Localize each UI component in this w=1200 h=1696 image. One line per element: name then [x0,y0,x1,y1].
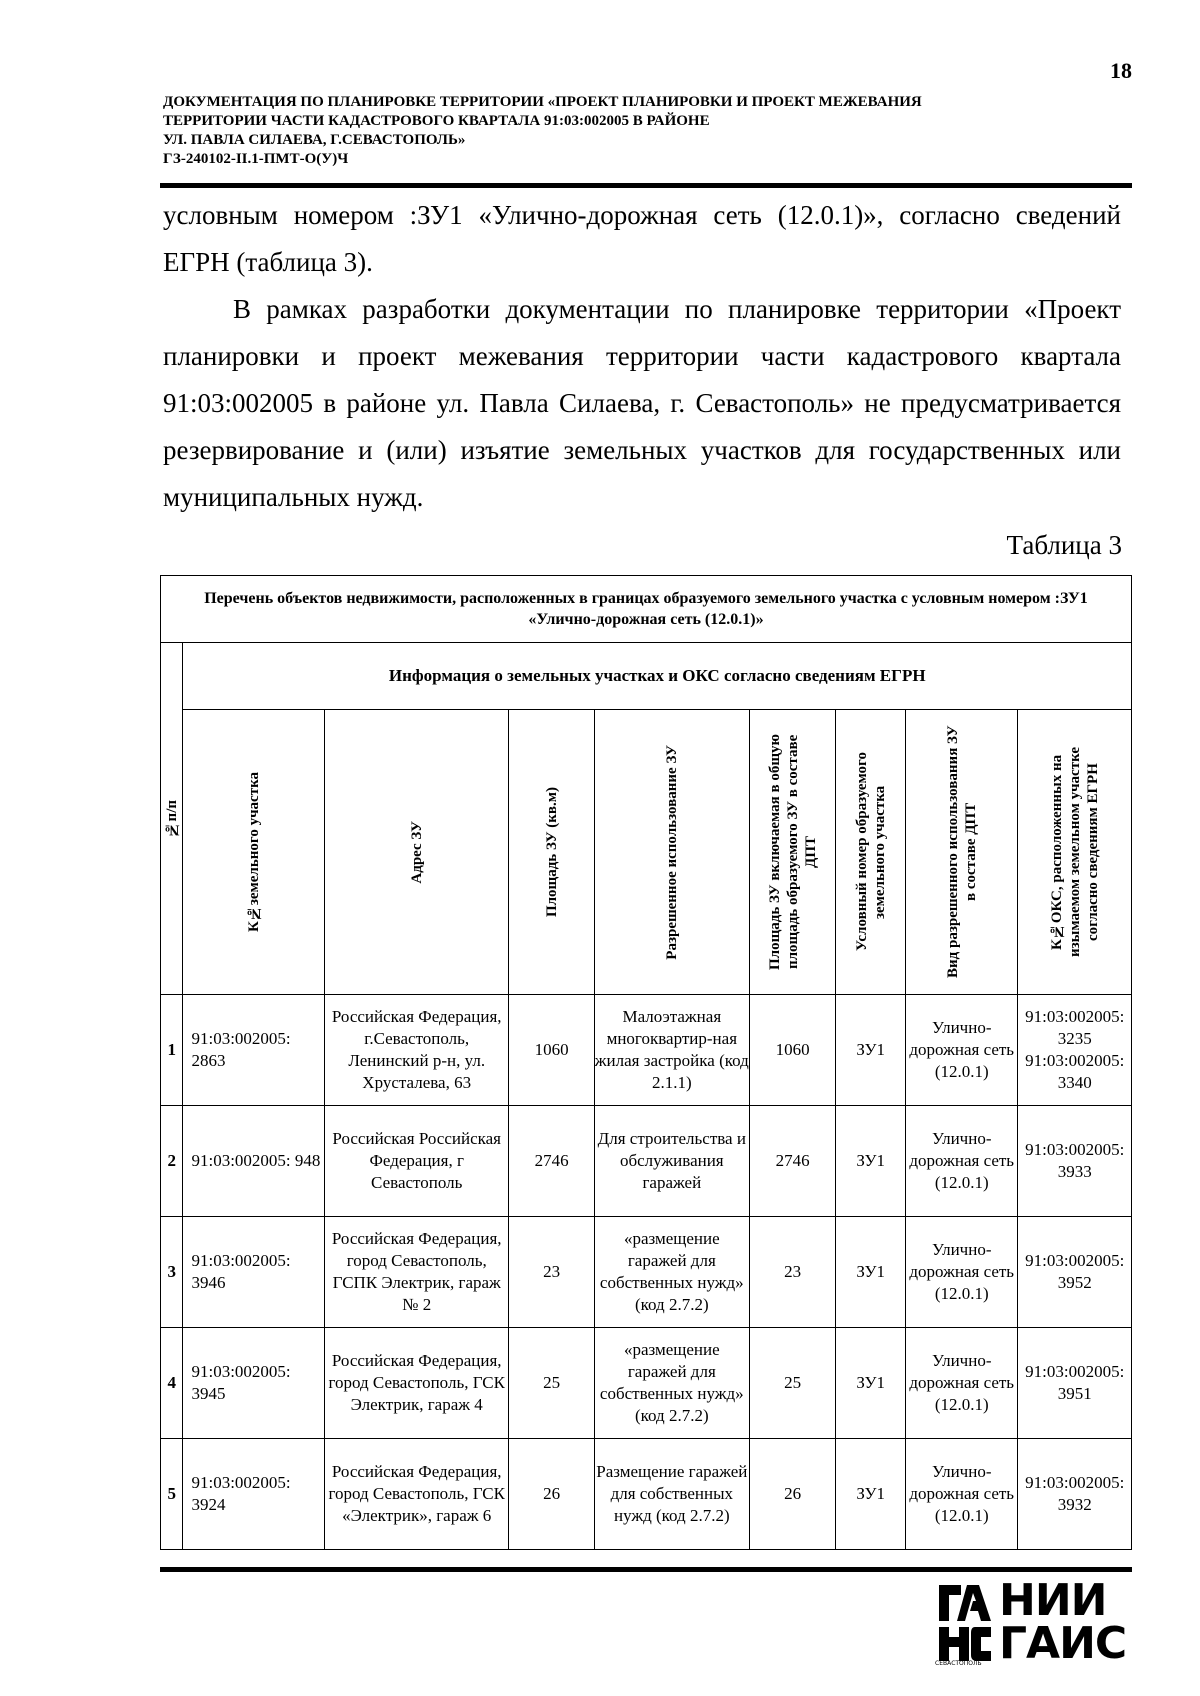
address: Российская Российская Федерация, г Севастополь [325,1106,509,1217]
row-number-header [161,643,183,995]
area: 23 [509,1217,594,1328]
area: 26 [509,1439,594,1550]
oks-number: 91:03:002005: 3932 [1018,1439,1132,1550]
address: Российская Федерация, город Севастополь, ГСПК Электрик, гараж № 2 [325,1217,509,1328]
objects-table [160,575,1132,1550]
column-header [1018,710,1132,995]
conditional-number: ЗУ1 [836,1217,906,1328]
column-header-label: К№ОКС, расположенных на изымаемом земельном участке согласно сведениям ЕГРН [1048,747,1101,957]
oks-number: 91:03:002005: 3235 91:03:002005: 3340 [1018,995,1132,1106]
column-header-label: К№земельного участка [245,771,262,933]
area: 1060 [509,995,594,1106]
company-logo [935,1575,1135,1671]
area-dpt: 2746 [749,1106,836,1217]
conditional-number: ЗУ1 [836,1439,906,1550]
cadastral-number: 91:03:002005: 948 [183,1106,325,1217]
use-dpt: Улично-дорожная сеть (12.0.1) [906,995,1018,1106]
logo-line-1: НИИ [999,1575,1107,1626]
page-number: 18 [1110,58,1132,83]
oks-number: 91:03:002005: 3952 [1018,1217,1132,1328]
gis-logo-icon [935,1581,995,1669]
permitted-use: Малоэтажная многоквартир-ная жилая застройка (код 2.1.1) [594,995,749,1106]
logo-text [999,1575,1127,1669]
area-dpt: 25 [749,1328,836,1439]
header-line-4: ГЗ-240102-II.1-ПМТ-О(У)Ч [163,151,349,167]
header-line-1: ДОКУМЕНТАЦИЯ ПО ПЛАНИРОВКЕ ТЕРРИТОРИИ «ПРОЕКТ ПЛАНИРОВКИ И ПРОЕКТ МЕЖЕВАНИЯ [163,94,922,110]
row-number-header-label: №п/п [163,799,180,838]
column-header [325,710,509,995]
row-number: 2 [161,1106,183,1217]
column-header-label: Площадь ЗУ (кв.м) [543,786,560,918]
table-row [161,1439,1132,1550]
cadastral-number: 91:03:002005: 3924 [183,1439,325,1550]
column-header-label: Условный номер образуемого земельного участка [853,752,888,952]
column-header [906,710,1018,995]
cadastral-number: 91:03:002005: 3945 [183,1328,325,1439]
logo-line-2: ГАИС [999,1618,1127,1669]
column-header-label: Площадь ЗУ включаемая в общую площадь образуемого ЗУ в составе ДПТ [766,734,819,970]
row-number: 4 [161,1328,183,1439]
column-header [836,710,906,995]
use-dpt: Улично-дорожная сеть (12.0.1) [906,1439,1018,1550]
body-paragraph-2: В рамках разработки документации по планировке территории «Проект планировки и проект межевания территории части кадастрового квартала 91:03:002005 в районе ул. Павла Силаева, г. Севастополь» не предусматривается резервирование и (или) изъятие земельных участков для государственных или муниципальных нужд. [163,294,1121,512]
table-caption: Таблица 3 [1006,530,1122,560]
document-header [163,93,1123,169]
column-header-label: Вид разрешенного использования ЗУ в составе ДПТ [944,725,979,979]
use-dpt: Улично-дорожная сеть (12.0.1) [906,1328,1018,1439]
oks-number: 91:03:002005: 3951 [1018,1328,1132,1439]
permitted-use: Для строительства и обслуживания гаражей [594,1106,749,1217]
permitted-use: «размещение гаражей для собственных нужд» (код 2.7.2) [594,1217,749,1328]
row-number: 3 [161,1217,183,1328]
area-dpt: 23 [749,1217,836,1328]
conditional-number: ЗУ1 [836,1328,906,1439]
row-number: 5 [161,1439,183,1550]
cadastral-number: 91:03:002005: 3946 [183,1217,325,1328]
table-row [161,1106,1132,1217]
conditional-number: ЗУ1 [836,1106,906,1217]
body-paragraph-1: условным номером :ЗУ1 «Улично-дорожная сеть (12.0.1)», согласно сведений ЕГРН (таблица 3). [163,200,1121,277]
permitted-use: «размещение гаражей для собственных нужд» (код 2.7.2) [594,1328,749,1439]
address: Российская Федерация, город Севастополь, ГСК «Электрик», гараж 6 [325,1439,509,1550]
address: Российская Федерация, г.Севастополь, Ленинский р-н, ул. Хрусталева, 63 [325,995,509,1106]
row-number: 1 [161,995,183,1106]
column-header [183,710,325,995]
group-header: Информация о земельных участках и ОКС согласно сведениям ЕГРН [183,643,1132,710]
cadastral-number: 91:03:002005: 2863 [183,995,325,1106]
area-dpt: 26 [749,1439,836,1550]
use-dpt: Улично-дорожная сеть (12.0.1) [906,1106,1018,1217]
address: Российская Федерация, город Севастополь, ГСК Электрик, гараж 4 [325,1328,509,1439]
header-rule [160,183,1132,188]
column-header [509,710,594,995]
header-line-3: УЛ. ПАВЛА СИЛАЕВА, Г.СЕВАСТОПОЛЬ» [163,132,466,148]
area: 2746 [509,1106,594,1217]
footer-rule [160,1567,1132,1572]
area: 25 [509,1328,594,1439]
logo-small-text: СЕВАСТОПОЛЬ [935,1660,982,1667]
table-title: Перечень объектов недвижимости, расположенных в границах образуемого земельного участка с условным номером :ЗУ1 «Улично-дорожная сеть (12.0.1)» [161,576,1132,643]
conditional-number: ЗУ1 [836,995,906,1106]
column-header-label: Разрешенное использование ЗУ [663,744,680,960]
column-header-label: Адрес ЗУ [408,820,425,884]
oks-number: 91:03:002005: 3933 [1018,1106,1132,1217]
column-header [594,710,749,995]
header-line-2: ТЕРРИТОРИИ ЧАСТИ КАДАСТРОВОГО КВАРТАЛА 91:03:002005 В РАЙОНЕ [163,113,710,129]
area-dpt: 1060 [749,995,836,1106]
table-row [161,1217,1132,1328]
use-dpt: Улично-дорожная сеть (12.0.1) [906,1217,1018,1328]
table-row [161,1328,1132,1439]
permitted-use: Размещение гаражей для собственных нужд (код 2.7.2) [594,1439,749,1550]
table-row [161,995,1132,1106]
column-header [749,710,836,995]
